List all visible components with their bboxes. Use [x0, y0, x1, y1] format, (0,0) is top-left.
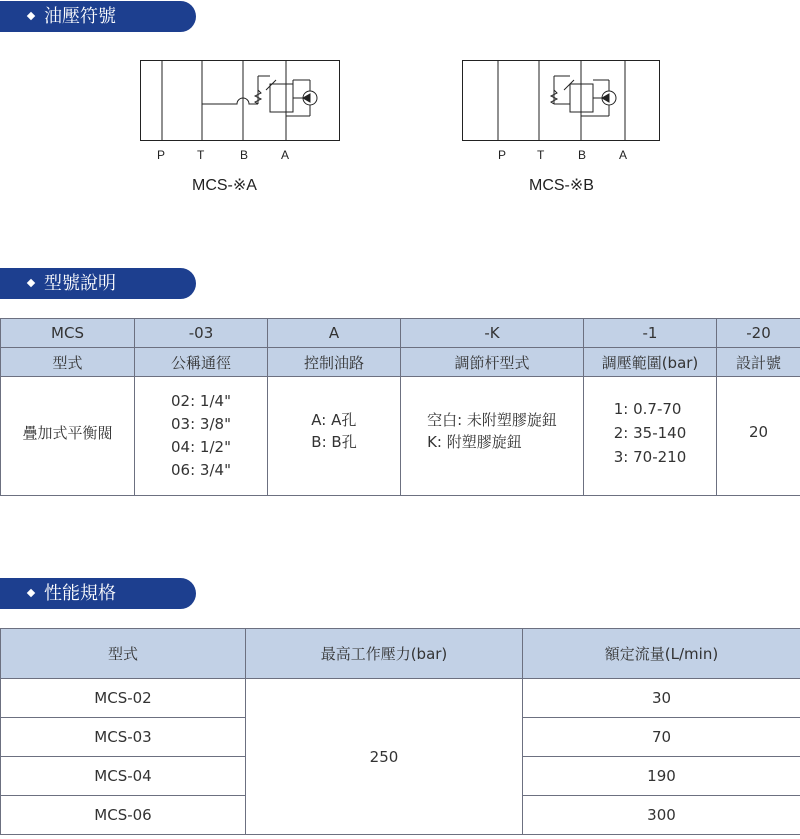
size-option: 06: 3/4": [171, 461, 231, 479]
spec-header-row: [1, 629, 800, 679]
design-cell: [717, 377, 800, 496]
type-cell: [1, 377, 135, 496]
design-text: 20: [748, 423, 769, 441]
code-cell: A: [268, 319, 401, 348]
spec-header-cell: 最高工作壓力(bar): [246, 629, 523, 679]
section-header-model: [0, 268, 196, 299]
port-label: B: [578, 148, 587, 162]
section-title: 油壓符號: [44, 6, 116, 27]
flow-cell: 70: [523, 718, 800, 757]
code-cell: -03: [135, 319, 268, 348]
port-label: P: [498, 148, 507, 162]
pressure-option: 3: 70-210: [613, 448, 687, 466]
header-cell: 設計號: [717, 348, 800, 377]
spec-header-cell: 型式: [1, 629, 246, 679]
diamond-icon: [27, 279, 35, 287]
section-header-spec: [0, 578, 196, 609]
diamond-icon: [27, 12, 35, 20]
size-option: 03: 3/8": [171, 415, 231, 433]
model-table: [0, 318, 800, 496]
port-label: A: [281, 148, 290, 162]
code-cell: -1: [584, 319, 717, 348]
spec-header-cell: 額定流量(L/min): [523, 629, 800, 679]
header-cell: 調壓範圍(bar): [584, 348, 717, 377]
flow-cell: 30: [523, 679, 800, 718]
size-cell: [135, 377, 268, 496]
code-cell: -K: [401, 319, 584, 348]
size-option: 02: 1/4": [171, 392, 231, 410]
header-cell: 型式: [1, 348, 135, 377]
hydraulic-symbol-b: [462, 60, 660, 142]
port-labels-b: [462, 148, 660, 164]
max-pressure-cell: 250: [246, 679, 523, 835]
code-row: [1, 319, 800, 348]
port-label: A: [619, 148, 628, 162]
model-cell: MCS-02: [1, 679, 246, 718]
header-row: [1, 348, 800, 377]
header-cell: 調節杆型式: [401, 348, 584, 377]
detail-row: [1, 377, 800, 496]
spec-row: [1, 679, 800, 718]
section-header-symbol: [0, 1, 196, 32]
port-labels-a: [140, 148, 340, 164]
model-cell: MCS-03: [1, 718, 246, 757]
hydraulic-symbol-a: [140, 60, 340, 142]
symbol-caption-b: MCS-※B: [529, 177, 594, 194]
control-cell: [268, 377, 401, 496]
code-cell: -20: [717, 319, 800, 348]
pressure-option: 2: 35-140: [613, 424, 687, 442]
port-label: B: [240, 148, 249, 162]
type-text: 疊加式平衡閥: [22, 423, 113, 442]
model-cell: MCS-04: [1, 757, 246, 796]
port-label: P: [157, 148, 166, 162]
section-title: 性能規格: [44, 583, 116, 604]
spec-table: [0, 628, 800, 835]
knob-cell: [401, 377, 584, 496]
flow-cell: 190: [523, 757, 800, 796]
model-cell: MCS-06: [1, 796, 246, 835]
size-option: 04: 1/2": [171, 438, 231, 456]
symbol-caption-a: MCS-※A: [192, 177, 257, 194]
control-option: B: B孔: [311, 433, 357, 451]
header-cell: 控制油路: [268, 348, 401, 377]
knob-option: 空白: 未附塑膠旋鈕: [427, 411, 557, 429]
pressure-cell: [584, 377, 717, 496]
knob-option: K: 附塑膠旋鈕: [427, 433, 522, 451]
header-cell: 公稱通徑: [135, 348, 268, 377]
control-option: A: A孔: [311, 411, 357, 429]
port-label: T: [197, 148, 205, 162]
port-label: T: [537, 148, 545, 162]
flow-cell: 300: [523, 796, 800, 835]
pressure-option: 1: 0.7-70: [613, 400, 682, 418]
code-cell: MCS: [1, 319, 135, 348]
section-title: 型號說明: [44, 273, 116, 294]
diamond-icon: [27, 589, 35, 597]
